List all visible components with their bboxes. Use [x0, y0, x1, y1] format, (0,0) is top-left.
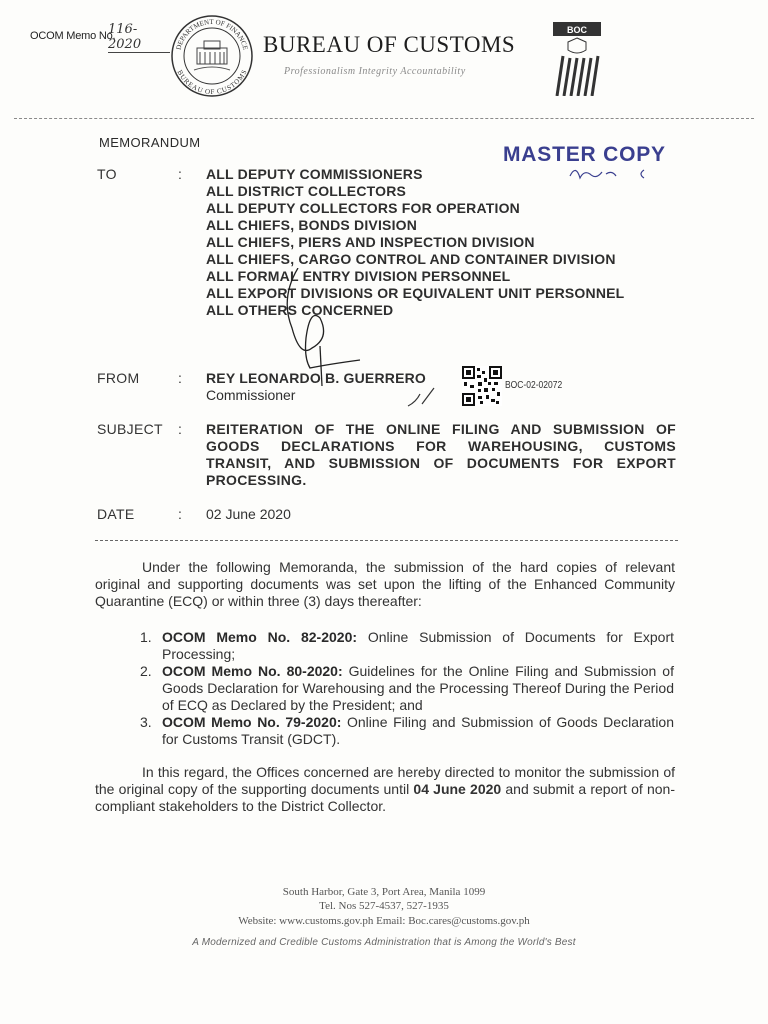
memo-description: Online Submission of Documents for Export Processing;	[162, 629, 674, 662]
svg-text:BUREAU OF CUSTOMS	[175, 69, 248, 96]
recipient-item: ALL CHIEFS, CARGO CONTROL AND CONTAINER DIVISION	[206, 251, 616, 267]
recipient-item: ALL FORMAL ENTRY DIVISION PERSONNEL	[206, 268, 511, 284]
memo-description: Guidelines for the Online Filing and Submission of Goods Declaration for Warehousing and the Processing Thereof During the Period of ECQ as Declared by the President; and	[162, 663, 674, 713]
qr-reference-code: BOC-02-02072	[505, 380, 563, 391]
signature-mark-icon	[404, 384, 438, 410]
footer-website: Website: www.customs.gov.ph Email: Boc.cares@customs.gov.ph	[238, 915, 530, 927]
directive-text-end: and submit a report of non-compliant stakeholders to the District Collector.	[95, 781, 675, 814]
ocom-memo-number: 116-2020	[108, 22, 170, 53]
bureau-title: BUREAU OF CUSTOMS	[263, 32, 516, 57]
item-number: 2.	[140, 663, 152, 679]
seal-text-bottom: BUREAU OF CUSTOMS	[175, 68, 249, 97]
body-divider	[95, 540, 678, 541]
memo-date: 02 June 2020	[206, 506, 291, 522]
directive-text-start: In this regard, the Offices concerned are hereby directed to monitor the submission of the original copy of the supporting documents until	[95, 764, 675, 797]
sender-title: Commissioner	[206, 387, 296, 403]
recipient-item: ALL CHIEFS, BONDS DIVISION	[206, 217, 418, 233]
footer-address: South Harbor, Gate 3, Port Area, Manila 1099	[282, 886, 486, 898]
memo-description: Online Filing and Submission of Goods Declaration for Customs Transit (GDCT).	[162, 714, 674, 747]
header-divider	[14, 118, 754, 119]
bureau-motto: Professionalism Integrity Accountability	[284, 66, 466, 77]
seal-text-top: DEPARTMENT OF FINANCE	[174, 17, 250, 51]
boc-logo-icon	[553, 22, 601, 96]
intro-paragraph: Under the following Memoranda, the submission of the hard copies of relevant original and supporting documents was set upon the lifting of the Enhanced Community Quarantine (ECQ) or within three (3) days thereafter:	[95, 559, 675, 609]
memo-reference: OCOM Memo No. 80-2020:	[162, 663, 343, 679]
directive-paragraph	[95, 764, 675, 815]
memoranda-item	[140, 663, 674, 714]
subject-text: REITERATION OF THE ONLINE FILING AND SUBMISSION OF GOODS DECLARATIONS FOR WAREHOUSING, CUSTOMS TRANSIT, AND SUBMISSION OF DOCUMENTS FOR EXPORT PROCESSING.	[206, 421, 676, 488]
subject-colon: :	[178, 421, 182, 437]
recipient-item: ALL EXPORT DIVISIONS OR EQUIVALENT UNIT PERSONNEL	[206, 285, 625, 301]
boc-logo-text: BOC	[567, 25, 587, 35]
memorandum-heading: MEMORANDUM	[99, 135, 201, 150]
from-colon: :	[178, 370, 182, 386]
footer-tagline: A Modernized and Credible Customs Administration that is Among the World's Best	[192, 937, 576, 948]
date-label: DATE	[97, 506, 135, 522]
qr-code-icon	[462, 366, 502, 406]
memoranda-item	[140, 629, 674, 663]
to-label: TO	[97, 166, 117, 182]
recipient-item: ALL DEPUTY COMMISSIONERS	[206, 166, 423, 182]
memo-reference: OCOM Memo No. 79-2020:	[162, 714, 342, 730]
to-colon: :	[178, 166, 182, 182]
memo-reference: OCOM Memo No. 82-2020:	[162, 629, 358, 645]
deadline-date: 04 June 2020	[413, 781, 502, 797]
item-number: 1.	[140, 629, 152, 645]
memoranda-item	[140, 714, 674, 748]
date-colon: :	[178, 506, 182, 522]
recipient-item: ALL DEPUTY COLLECTORS FOR OPERATION	[206, 200, 520, 216]
subject-label: SUBJECT	[97, 421, 163, 437]
memoranda-list	[140, 629, 674, 748]
from-label: FROM	[97, 370, 140, 386]
recipient-item: ALL CHIEFS, PIERS AND INSPECTION DIVISION	[206, 234, 535, 250]
footer-telephone: Tel. Nos 527-4537, 527-1935	[319, 900, 449, 912]
recipient-item: ALL OTHERS CONCERNED	[206, 302, 394, 318]
recipient-item: ALL DISTRICT COLLECTORS	[206, 183, 407, 199]
sender-name: REY LEONARDO B. GUERRERO	[206, 370, 427, 386]
item-number: 3.	[140, 714, 152, 730]
master-copy-stamp: MASTER COPY	[503, 143, 666, 166]
ocom-memo-label: OCOM Memo No.	[30, 30, 116, 42]
department-seal-icon	[170, 14, 254, 98]
